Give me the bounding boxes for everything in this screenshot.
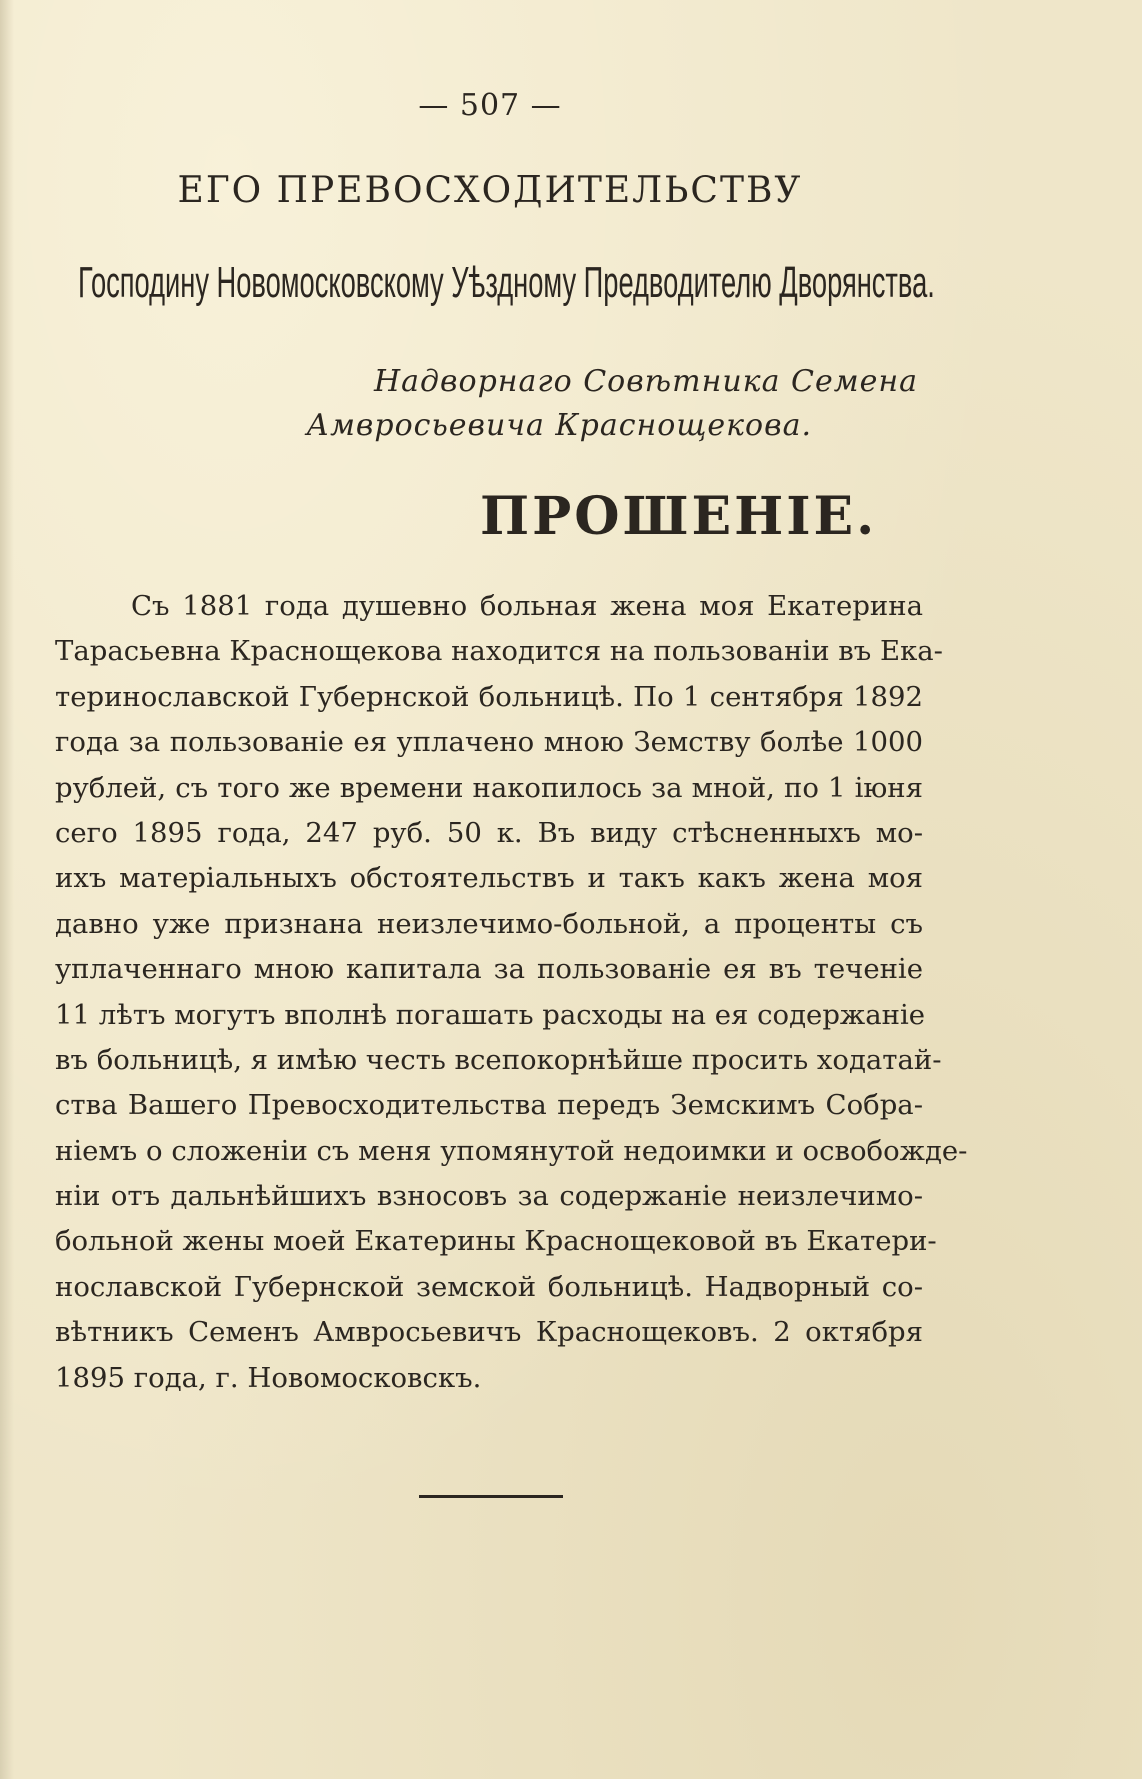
addressee-name: Господину Новомосковскому Уѣздному Предводителю Дворянства. <box>78 258 935 307</box>
petition-body <box>55 584 968 1401</box>
closing-rule <box>419 1495 563 1498</box>
body-line: рублей, съ того же времени накопилось за мной, по 1 іюня <box>55 771 923 804</box>
body-line: вѣтникъ Семенъ Амвросьевичъ Краснощековъ. 2 октября <box>55 1316 923 1349</box>
body-line: 1895 года, г. Новомосковскъ. <box>55 1361 482 1394</box>
body-line: ніемъ о сложеніи съ меня упомянутой недоимки и освобожде- <box>55 1134 968 1167</box>
page-edge-shadow <box>0 0 14 1779</box>
petitioner-line-2: Амвросьевича Краснощекова. <box>306 408 812 443</box>
body-line: ства Вашего Превосходительства передъ Земскимъ Собра- <box>55 1089 923 1122</box>
body-line: теринославской Губернской больницѣ. По 1 сентября 1892 <box>55 680 923 713</box>
body-line: года за пользованіе ея уплачено мною Земству болѣе 1000 <box>55 726 923 759</box>
body-line: ихъ матеріальныхъ обстоятельствъ и такъ какъ жена моя <box>55 862 923 895</box>
body-line: 11 лѣтъ могутъ вполнѣ погашать расходы на ея содержаніе <box>55 998 926 1031</box>
body-line: больной жены моей Екатерины Краснощековой въ Екатери- <box>55 1225 937 1258</box>
body-line: нославской Губернской земской больницѣ. Надворный со- <box>55 1270 923 1303</box>
body-line: уплаченнаго мною капитала за пользованіе ея въ теченіе <box>55 953 923 986</box>
body-line: Тарасьевна Краснощекова находится на пользованіи въ Ека- <box>55 635 943 668</box>
body-line: сего 1895 года, 247 руб. 50 к. Въ виду стѣсненныхъ мо- <box>55 816 923 849</box>
body-line: давно уже признана неизлечимо-больной, а проценты съ <box>55 907 923 940</box>
body-line: ніи отъ дальнѣйшихъ взносовъ за содержаніе неизлечимо- <box>55 1180 923 1213</box>
body-line: Съ 1881 года душевно больная жена моя Екатерина <box>131 590 923 622</box>
page-number: — 507 — <box>418 88 562 123</box>
petitioner-line-1: Надворнаго Совѣтника Семена <box>374 364 918 399</box>
addressee-title: ЕГО ПРЕВОСХОДИТЕЛЬСТВУ <box>177 170 803 211</box>
document-title: ПРОШЕНІЕ. <box>480 486 878 547</box>
body-line: въ больницѣ, я имѣю честь всепокорнѣйше просить ходатай- <box>55 1043 942 1076</box>
